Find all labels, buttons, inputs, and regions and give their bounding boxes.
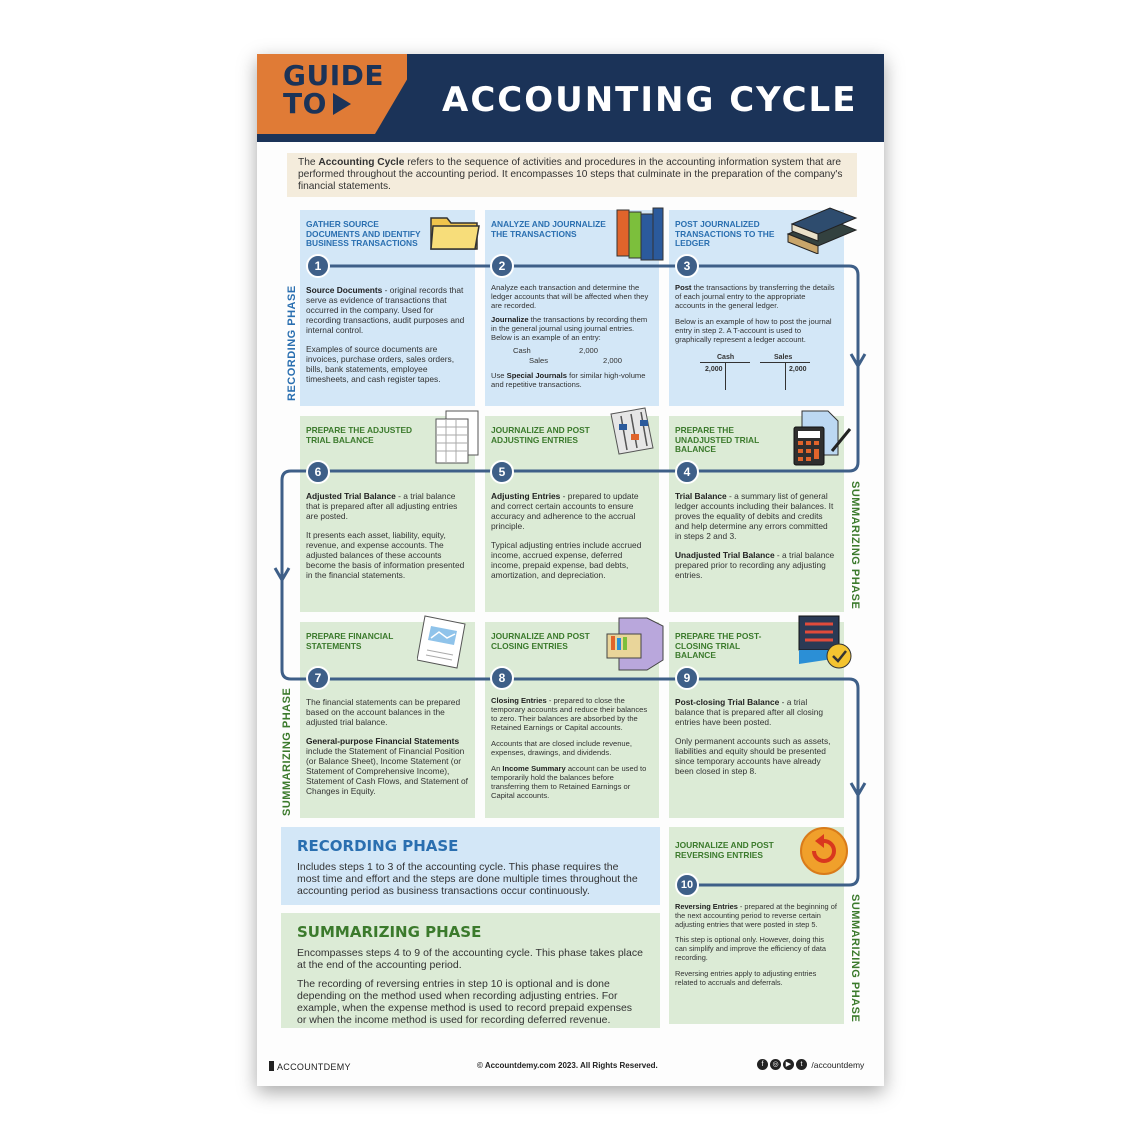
checklist-icon xyxy=(797,614,855,672)
step-9-text: - a trial balance that is prepared after all closing entries have been posted. xyxy=(675,697,824,727)
binders-icon xyxy=(615,204,665,262)
step-10-text: - prepared at the beginning of the next accounting period to reverse certain adjusting entries that were posted in step 5. xyxy=(675,902,837,929)
step-1-term: Source Documents xyxy=(306,285,383,295)
books-icon xyxy=(784,204,859,254)
report-icon xyxy=(417,614,471,672)
step-3-text-2: Below is an example of how to post the journal entry in step 2. A T-account is used to graphically represent a ledger account. xyxy=(675,317,832,344)
step-9-term: Post-closing Trial Balance xyxy=(675,697,780,707)
step-number-6: 6 xyxy=(306,460,330,484)
youtube-icon[interactable]: ▶ xyxy=(783,1059,794,1070)
step-4-text: - a summary list of general ledger accounts including their balances. It proves the equality of debits and credits and help determine any errors committed in steps 2 and 3. xyxy=(675,491,834,541)
brand-logo xyxy=(269,1061,351,1072)
step-7-text-2: include the Statement of Financial Position (or Balance Sheet), Income Statement (or Statement of Comprehensive Income), Statement of Cash Flows, and Statement of Changes in Equity. xyxy=(306,746,468,796)
step-4-title: PREPARE THE UNADJUSTED TRIAL BALANCE xyxy=(675,425,760,454)
step-7-text: The financial statements can be prepared based on the account balances in the adjusted trial balance. xyxy=(306,697,461,727)
step-4-term: Trial Balance xyxy=(675,491,727,501)
intro-bold: Accounting Cycle xyxy=(318,157,405,168)
calculator-icon xyxy=(792,409,854,467)
spreadsheet-icon xyxy=(434,409,482,467)
step-number-4: 4 xyxy=(675,460,699,484)
step-6-text-2: It presents each asset, liability, equity, revenue, and expense accounts. The adjusted balances of these accounts become the basis of information presented in the financial statements. xyxy=(306,530,465,580)
step-2-term-2: Special Journals xyxy=(506,371,567,380)
step-number-8: 8 xyxy=(490,666,514,690)
t-account-cash-amount: 2,000 xyxy=(705,366,723,373)
step-9-text-2: Only permanent accounts such as assets, liabilities and equity should be presented since temporary accounts have already been closed in step 8. xyxy=(675,736,831,776)
step-number-9: 9 xyxy=(675,666,699,690)
flow-segment-3 xyxy=(282,576,858,792)
flow-segment-2 xyxy=(282,354,858,576)
step-number-10: 10 xyxy=(675,873,699,897)
flow-segment-1 xyxy=(307,266,858,354)
step-8-term-2: Income Summary xyxy=(502,764,566,773)
step-7-title: PREPARE FINANCIAL STATEMENTS xyxy=(306,631,394,651)
t-account-sales-amount: 2,000 xyxy=(789,366,807,373)
folder-icon xyxy=(429,210,481,252)
step-4-text-2: - a trial balance prepared prior to recording any adjusting entries. xyxy=(675,550,835,580)
step-2-text: Analyze each transaction and determine the ledger accounts that will be affected when they are recorded. xyxy=(491,283,649,310)
copyright-text: © Accountdemy.com 2023. All Rights Reserved. xyxy=(477,1061,658,1070)
step-4-term-2: Unadjusted Trial Balance xyxy=(675,550,775,560)
step-number-1: 1 xyxy=(306,254,330,278)
recording-phase-heading: RECORDING PHASE xyxy=(297,837,459,855)
summarizing-phase-text-2: The recording of reversing entries in step 10 is optional and is done depending on the method used when recording adjusting entries. For example, when the expense method is used to record prepaid expenses or when the income method is used for recording deferred revenue. xyxy=(297,978,633,1026)
brand-name: ACCOUNTDEMY xyxy=(277,1062,351,1072)
intro-text: refers to the sequence of activities and procedures in the accounting information system that are performed throughout the accounting period. It encompasses 10 steps that culminate in the preparation of the company's financial statements. xyxy=(298,157,843,192)
t-account-sales-name: Sales xyxy=(774,354,793,361)
step-10-term: Reversing Entries xyxy=(675,902,738,911)
step-3-title: POST JOURNALIZED TRANSACTIONS TO THE LEDGER xyxy=(675,219,775,248)
summarizing-phase-side-label-2: SUMMARIZING PHASE xyxy=(281,687,293,816)
step-number-2: 2 xyxy=(490,254,514,278)
step-5-text: - prepared to update and correct certain accounts to ensure accuracy and adherence to the accrual principle. xyxy=(491,491,639,531)
poster xyxy=(257,54,884,1086)
summarizing-phase-side-label-1: SUMMARIZING PHASE xyxy=(849,481,861,610)
step-8-term: Closing Entries xyxy=(491,696,547,705)
page-title: ACCOUNTING CYCLE xyxy=(442,80,858,120)
step-10-text-2: This step is optional only. However, doing this can simplify and improve the efficiency of data recording. xyxy=(675,935,827,962)
step-10-text-3: Reversing entries apply to adjusting entries related to accruals and deferrals. xyxy=(675,968,817,987)
guide-line-2: TO xyxy=(283,87,327,120)
facebook-icon[interactable]: f xyxy=(757,1059,768,1070)
step-number-3: 3 xyxy=(675,254,699,278)
summarizing-phase-side-label-3: SUMMARIZING PHASE xyxy=(849,894,861,1023)
step-8-text-3: account can be used to temporarily hold the balances before transferring them to Retained Earnings or Capital accounts. xyxy=(491,764,647,800)
step-8-text: - prepared to close the temporary accounts and reduce their balances to zero. Their balances are absorbed by the Retained Earnings or Capital accounts. xyxy=(491,696,648,732)
summarizing-phase-heading: SUMMARIZING PHASE xyxy=(297,923,482,941)
step-1-title: GATHER SOURCE DOCUMENTS AND IDENTIFY BUSINESS TRANSACTIONS xyxy=(306,219,421,248)
step-6-term: Adjusted Trial Balance xyxy=(306,491,396,501)
brand-mark-icon xyxy=(269,1061,274,1071)
step-8-title: JOURNALIZE AND POST CLOSING ENTRIES xyxy=(491,631,590,651)
step-2-term: Journalize xyxy=(491,315,529,324)
entry-debit-account: Cash xyxy=(513,346,531,355)
step-9-title: PREPARE THE POST-CLOSING TRIAL BALANCE xyxy=(675,631,762,660)
step-10-title: JOURNALIZE AND POST REVERSING ENTRIES xyxy=(675,840,774,860)
twitter-icon[interactable]: t xyxy=(796,1059,807,1070)
step-8-text-3a: An xyxy=(491,764,503,773)
step-1-text: - original records that serve as evidence of transactions that occurred in the company. Used for recording transactions, audit purposes and internal control. xyxy=(306,285,465,335)
entry-credit-amount: 2,000 xyxy=(603,356,623,365)
step-5-text-2: Typical adjusting entries include accrued income, accrued expense, deferred income, prepaid expense, bad debts, amortization, and depreciation. xyxy=(491,540,642,580)
step-5-title: JOURNALIZE AND POST ADJUSTING ENTRIES xyxy=(491,425,590,445)
file-cabinet-icon xyxy=(605,616,667,672)
entry-debit-amount: 2,000 xyxy=(579,346,599,355)
step-number-7: 7 xyxy=(306,666,330,690)
step-2-text-3: for similar high-volume and repetitive transactions. xyxy=(491,371,646,389)
social-links xyxy=(757,1059,864,1070)
step-3-term: Post xyxy=(675,283,692,292)
step-5-term: Adjusting Entries xyxy=(491,491,561,501)
sliders-icon xyxy=(607,406,657,464)
step-6-title: PREPARE THE ADJUSTED TRIAL BALANCE xyxy=(306,425,413,445)
summarizing-phase-text-1: Encompasses steps 4 to 9 of the accounting cycle. This phase takes place at the end of the accounting period. xyxy=(297,947,643,971)
entry-credit-account: Sales xyxy=(529,356,548,365)
step-2-title: ANALYZE AND JOURNALIZE THE TRANSACTIONS xyxy=(491,219,606,239)
t-account-cash-name: Cash xyxy=(717,354,735,361)
recording-phase-side-label: RECORDING PHASE xyxy=(286,285,298,401)
step-1-examples: Examples of source documents are invoices, purchase orders, sales orders, bills, bank statements, employee timesheets, and cash register tapes. xyxy=(306,344,455,384)
step-number-5: 5 xyxy=(490,460,514,484)
instagram-icon[interactable]: ◎ xyxy=(770,1059,781,1070)
step-7-term: General-purpose Financial Statements xyxy=(306,736,460,746)
footer xyxy=(267,1058,874,1078)
social-handle[interactable]: /accountdemy xyxy=(811,1059,865,1070)
step-3-text: the transactions by transferring the details of each journal entry to the appropriate accounts in the general ledger. xyxy=(675,283,835,310)
recording-phase-text: Includes steps 1 to 3 of the accounting cycle. This phase requires the most time and effort and the steps are done multiple times throughout the accounting period as business transactions occur continuously. xyxy=(297,861,638,897)
reverse-icon xyxy=(799,826,849,876)
step-2-text-3a: Use xyxy=(491,371,507,380)
guide-line-1: GUIDE xyxy=(283,59,385,92)
step-6-text: - a trial balance that is prepared after all adjusting entries are posted. xyxy=(306,491,458,521)
intro-prefix: The xyxy=(298,157,319,168)
step-8-text-2: Accounts that are closed include revenue, expenses, drawings, and dividends. xyxy=(491,739,632,757)
step-2-text-2: the transactions by recording them in the general journal using journal entries. Below is an example of an entry: xyxy=(491,315,648,342)
